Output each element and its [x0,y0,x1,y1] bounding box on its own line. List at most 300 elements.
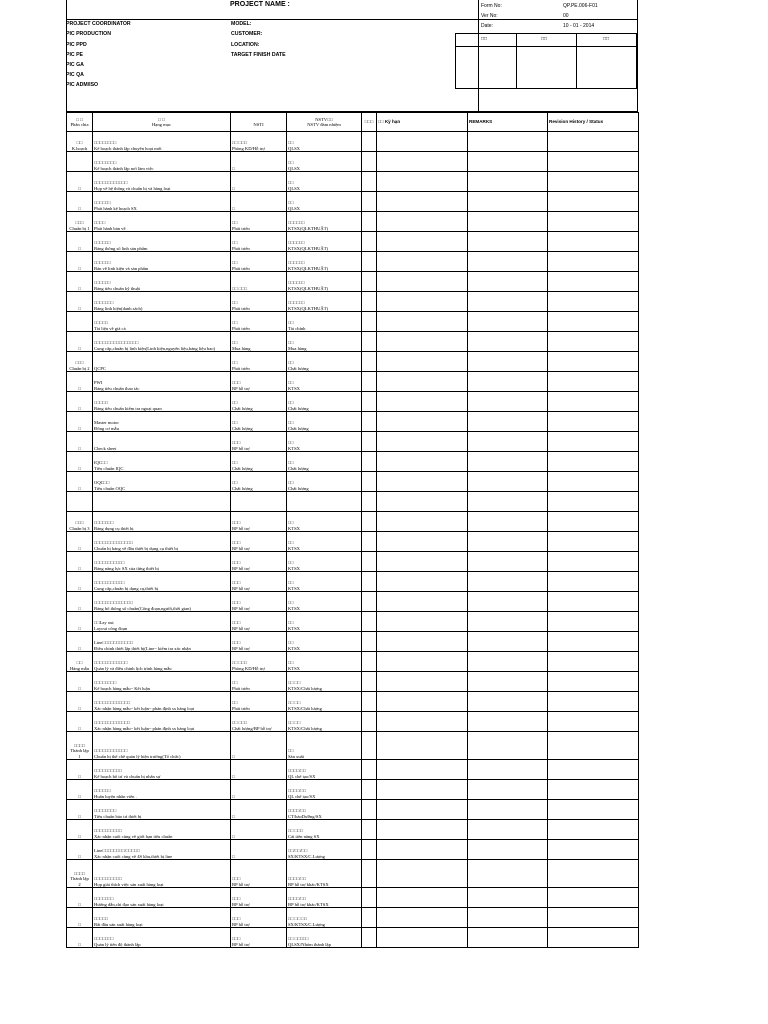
nsti-cell-code: □□ [232,460,238,466]
nsti-cell-code: □□ [232,400,238,406]
blank-cell[interactable] [362,592,377,612]
remarks-cell[interactable] [468,632,548,652]
item-cell [93,412,231,432]
table-row [67,928,639,948]
nsti-cell [231,432,287,452]
item-cell-code: □□□□□□ [94,788,111,794]
item-cell [93,928,231,948]
pic-label-coordinator: PROJECT COORDINATOR [66,21,131,27]
deadline-cell[interactable] [377,212,468,232]
blank-cell[interactable] [362,432,377,452]
deadline-cell[interactable] [377,192,468,212]
nstv-cell-text: KTSX/Chất lượng [288,725,322,731]
remarks-cell[interactable] [468,132,548,152]
revision-cell[interactable] [548,712,639,732]
revision-cell[interactable] [548,492,639,512]
deadline-cell[interactable] [377,908,468,928]
remarks-cell[interactable] [468,432,548,452]
remarks-cell[interactable] [468,800,548,820]
revision-cell[interactable] [548,432,639,452]
remarks-cell[interactable] [468,612,548,632]
deadline-cell[interactable] [377,432,468,452]
deadline-cell[interactable] [377,392,468,412]
nstv-cell-code: □□ □□ [288,680,301,686]
revision-cell[interactable] [548,452,639,472]
item-cell-code: □□□□□□□□□□□□□ [94,700,131,706]
remarks-cell[interactable] [468,272,548,292]
deadline-cell[interactable] [377,592,468,612]
revision-cell[interactable] [548,392,639,412]
revision-cell[interactable] [548,152,639,172]
blank-cell[interactable] [362,212,377,232]
deadline-cell[interactable] [377,552,468,572]
revision-cell[interactable] [548,672,639,692]
nsti-cell-code: □□□ [232,380,241,386]
remarks-cell[interactable] [468,232,548,252]
revision-cell[interactable] [548,692,639,712]
item-cell-code: □□□□□□□□ [94,160,117,166]
item-cell [93,860,231,888]
blank-cell[interactable] [362,800,377,820]
revision-cell[interactable] [548,172,639,192]
nsti-cell-code: □□□ [232,520,241,526]
category-cell: □ [67,712,93,732]
remarks-cell[interactable] [468,252,548,272]
nstv-cell [287,860,362,888]
nstv-cell [287,552,362,572]
revision-cell[interactable] [548,312,639,332]
category-cell: □ [67,372,93,392]
nsti-cell-code: □□□ [232,540,241,546]
blank-cell[interactable] [362,392,377,412]
category-cell: □□ K.hoạch [67,132,93,152]
nstv-cell [287,652,362,672]
nstv-cell-code: □□ □□□ [288,828,304,834]
nsti-cell-text: Phát triển [232,245,250,251]
item-cell-code: □□□□□□□□□□□□□□□□ [94,340,139,346]
revision-cell[interactable] [548,252,639,272]
deadline-cell[interactable] [377,928,468,948]
revision-cell[interactable] [548,332,639,352]
deadline-cell[interactable] [377,132,468,152]
revision-cell[interactable] [548,592,639,612]
blank-cell[interactable] [362,652,377,672]
remarks-cell[interactable] [468,332,548,352]
nstv-cell-code: □□ [288,380,294,386]
deadline-cell[interactable] [377,780,468,800]
remarks-cell[interactable] [468,372,548,392]
nstv-cell-text: Chất lượng [288,425,309,431]
table-row [67,800,639,820]
revision-cell[interactable] [548,412,639,432]
blank-cell[interactable] [362,692,377,712]
item-cell-code: □□□□ [94,220,106,226]
nsti-cell-code: □□ [232,320,238,326]
deadline-cell[interactable] [377,472,468,492]
deadline-cell[interactable] [377,800,468,820]
item-cell [93,672,231,692]
blank-cell[interactable] [362,472,377,492]
nstv-cell-code: □□□□□□ [288,260,305,266]
revision-cell[interactable] [548,352,639,372]
item-cell-text: Họp về hệ thống và chuẩn bị và hàng loạt [94,185,171,191]
blank-cell[interactable] [362,840,377,860]
item-cell [93,732,231,760]
deadline-cell[interactable] [377,452,468,472]
column-header: REMARKS [468,113,548,132]
item-cell-text: Xác nhận hàng mẫu~ kết luận~ phán định sx hàng loạt [94,705,195,711]
project-name-label: PROJECT NAME : [230,1,290,8]
nsti-cell-code: □□□ [232,440,241,446]
nsti-cell [231,612,287,632]
nstv-cell-text: Cải tiến năng SX [288,833,320,839]
item-cell-text: Tiêu chuẩn IQC [94,465,124,471]
revision-cell[interactable] [548,928,639,948]
blank-cell[interactable] [362,272,377,292]
column-header: Revision History / Status [548,113,639,132]
blank-cell[interactable] [362,632,377,652]
nsti-cell-text: BP hỗ trợ [232,605,250,611]
remarks-cell[interactable] [468,760,548,780]
item-cell [93,820,231,840]
remarks-cell[interactable] [468,192,548,212]
revision-cell[interactable] [548,572,639,592]
remarks-cell[interactable] [468,732,548,760]
nsti-cell [231,252,287,272]
blank-cell[interactable] [362,192,377,212]
item-cell-code: □□□□□□ [94,240,111,246]
blank-cell[interactable] [362,292,377,312]
blank-cell[interactable] [362,172,377,192]
nstv-cell [287,312,362,332]
remarks-cell[interactable] [468,692,548,712]
revision-cell[interactable] [548,292,639,312]
table-row [67,352,639,372]
item-cell-code: □□□□□□□ [94,896,114,902]
remarks-cell[interactable] [468,512,548,532]
blank-cell[interactable] [362,152,377,172]
remarks-cell[interactable] [468,492,548,512]
nstv-cell-code: □□□□/□□ [288,788,306,794]
remarks-cell[interactable] [468,392,548,412]
item-cell-code: Line□□□□□□□□□□□ [94,640,133,646]
item-cell-text: Xác nhận cuối cùng về giới hạn tiêu chuẩn [94,833,173,839]
blank-cell[interactable] [362,552,377,572]
nstv-cell [287,888,362,908]
blank-cell[interactable] [362,712,377,732]
blank-cell[interactable] [362,572,377,592]
remarks-cell[interactable] [468,212,548,232]
remarks-cell[interactable] [468,412,548,432]
item-cell-code: □□□□□□□□ [94,680,117,686]
nstv-cell-text: KTSX(QLKTHUẬT) [288,265,329,271]
category-cell: □ [67,572,93,592]
remarks-cell[interactable] [468,532,548,552]
category-cell: □ [67,412,93,432]
remarks-cell[interactable] [468,908,548,928]
category-cell: □□□ Chuẩn bị 2 [67,352,93,372]
table-row [67,572,639,592]
nsti-cell [231,372,287,392]
nstv-cell-text: Chất lượng [288,365,309,371]
blank-cell[interactable] [362,252,377,272]
blank-cell[interactable] [362,888,377,908]
nsti-cell-code: □□ [232,420,238,426]
deadline-cell[interactable] [377,312,468,332]
nstv-cell [287,692,362,712]
item-cell [93,512,231,532]
deadline-cell[interactable] [377,532,468,552]
revision-cell[interactable] [548,132,639,152]
remarks-cell[interactable] [468,172,548,192]
item-cell-text: Cung cấp,chuẩn bị linh kiện(Linh kiện,nguyên liệu,bảng liệu bao) [94,345,216,351]
revision-cell[interactable] [548,780,639,800]
blank-cell[interactable] [362,820,377,840]
nsti-cell [231,232,287,252]
revision-cell[interactable] [548,612,639,632]
remarks-cell[interactable] [468,820,548,840]
blank-cell[interactable] [362,412,377,432]
nsti-cell-text: Phát triển [232,225,250,231]
item-cell-code: □□□□□□□□□□□□ [94,180,128,186]
nsti-cell-text: Phát triển [232,705,250,711]
revision-cell[interactable] [548,232,639,252]
item-cell [93,292,231,312]
revision-cell[interactable] [548,632,639,652]
item-cell-text: Quản lý và điều chỉnh lịch trình hàng mẫu [94,665,172,671]
deadline-cell[interactable] [377,652,468,672]
item-cell [93,760,231,780]
revision-cell[interactable] [548,732,639,760]
nstv-cell [287,840,362,860]
nstv-cell [287,780,362,800]
remarks-cell[interactable] [468,552,548,572]
nstv-cell-text: QL chế tạo/SX [288,793,316,799]
deadline-cell[interactable] [377,372,468,392]
item-cell [93,592,231,612]
remarks-cell[interactable] [468,888,548,908]
item-cell [93,612,231,632]
nstv-cell [287,672,362,692]
remarks-cell[interactable] [468,352,548,372]
deadline-cell[interactable] [377,492,468,512]
item-cell [93,888,231,908]
blank-cell[interactable] [362,780,377,800]
nsti-cell-code: □□ [232,700,238,706]
blank-cell[interactable] [362,612,377,632]
blank-cell[interactable] [362,332,377,352]
deadline-cell[interactable] [377,272,468,292]
location-label: LOCATION: [231,42,260,48]
nsti-cell [231,780,287,800]
nsti-cell-text: □ [232,853,235,859]
sign-box-header: □□ [603,37,610,42]
nsti-cell-text: Phát triển [232,325,250,331]
nsti-cell-text: Phát triển [232,365,250,371]
nstv-cell [287,332,362,352]
blank-cell[interactable] [362,928,377,948]
remarks-cell[interactable] [468,312,548,332]
nstv-cell-code: □□ [288,200,294,206]
deadline-cell[interactable] [377,172,468,192]
item-cell-text: Điều chỉnh thiết lập thiết bị(Line~ kiểm tra xác nhận [94,645,191,651]
nstv-cell [287,572,362,592]
revision-cell[interactable] [548,272,639,292]
deadline-cell[interactable] [377,152,468,172]
remarks-cell[interactable] [468,780,548,800]
nsti-cell-text: BP hỗ trợ [232,881,250,887]
revision-cell[interactable] [548,652,639,672]
blank-cell[interactable] [362,860,377,888]
table-row [67,332,639,352]
revision-cell[interactable] [548,372,639,392]
remarks-cell[interactable] [468,652,548,672]
deadline-cell[interactable] [377,412,468,432]
item-cell-code: □□Lay out [94,620,114,626]
nsti-cell-text: Chất lượng [232,465,253,471]
revision-cell[interactable] [548,192,639,212]
date-label: Date: [481,23,493,29]
deadline-cell[interactable] [377,612,468,632]
remarks-cell[interactable] [468,572,548,592]
sign-box-header: □□ [541,37,548,42]
blank-cell[interactable] [362,352,377,372]
nsti-cell [231,412,287,432]
nstv-cell-code: □□ [288,600,294,606]
remarks-cell[interactable] [468,712,548,732]
blank-cell[interactable] [362,132,377,152]
blank-cell[interactable] [362,312,377,332]
blank-cell[interactable] [362,372,377,392]
nsti-cell [231,452,287,472]
remarks-cell[interactable] [468,152,548,172]
deadline-cell[interactable] [377,672,468,692]
blank-cell[interactable] [362,672,377,692]
remarks-cell[interactable] [468,472,548,492]
remarks-cell[interactable] [468,592,548,612]
deadline-cell[interactable] [377,232,468,252]
table-row [67,212,639,232]
revision-cell[interactable] [548,840,639,860]
deadline-cell[interactable] [377,352,468,372]
deadline-cell[interactable] [377,712,468,732]
item-cell [93,632,231,652]
deadline-cell[interactable] [377,512,468,532]
revision-cell[interactable] [548,908,639,928]
deadline-cell[interactable] [377,840,468,860]
nsti-cell-text: BP hỗ trợ [232,921,250,927]
nsti-cell [231,692,287,712]
nstv-cell-code: □□ [288,640,294,646]
nstv-cell [287,392,362,412]
deadline-cell[interactable] [377,732,468,760]
item-cell [93,132,231,152]
remarks-cell[interactable] [468,860,548,888]
nsti-cell [231,552,287,572]
blank-cell[interactable] [362,512,377,532]
deadline-cell[interactable] [377,888,468,908]
table-row [67,172,639,192]
revision-cell[interactable] [548,760,639,780]
revision-cell[interactable] [548,512,639,532]
item-cell-code: □□□□□ [94,916,108,922]
revision-cell[interactable] [548,888,639,908]
category-cell [67,312,93,332]
revision-cell[interactable] [548,472,639,492]
revision-cell[interactable] [548,532,639,552]
deadline-cell[interactable] [377,292,468,312]
blank-cell[interactable] [362,732,377,760]
revision-cell[interactable] [548,860,639,888]
nstv-cell [287,272,362,292]
deadline-cell[interactable] [377,632,468,652]
blank-cell[interactable] [362,532,377,552]
deadline-cell[interactable] [377,572,468,592]
nstv-cell-code: □□ [288,400,294,406]
revision-cell[interactable] [548,212,639,232]
blank-cell[interactable] [362,232,377,252]
remarks-cell[interactable] [468,452,548,472]
blank-cell[interactable] [362,908,377,928]
revision-cell[interactable] [548,820,639,840]
remarks-cell[interactable] [468,672,548,692]
nstv-cell-code: □□ [288,520,294,526]
deadline-cell[interactable] [377,692,468,712]
nsti-cell [231,592,287,612]
revision-cell[interactable] [548,552,639,572]
category-cell: □ [67,292,93,312]
nstv-cell [287,212,362,232]
blank-cell[interactable] [362,760,377,780]
deadline-cell[interactable] [377,760,468,780]
nstv-cell-text: KTSX [288,385,300,391]
nsti-cell-code: □□ [232,240,238,246]
item-cell-code: □□□□□□□□□□□□□□ [94,600,133,606]
blank-cell[interactable] [362,452,377,472]
nsti-cell-code: □□ [232,480,238,486]
signature-box[interactable] [455,33,637,89]
table-row [67,232,639,252]
nsti-cell-text: Phát triển [232,685,250,691]
item-cell [93,432,231,452]
remarks-cell[interactable] [468,292,548,312]
deadline-cell[interactable] [377,820,468,840]
deadline-cell[interactable] [377,332,468,352]
nstv-cell-text: QLSX [288,165,300,171]
item-cell-code: □□□□□□□□ [94,808,117,814]
nsti-cell-text: BP hỗ trợ [232,545,250,551]
nstv-cell [287,452,362,472]
deadline-cell[interactable] [377,252,468,272]
pic-label-adm: PIC ADM/ISO [66,82,99,88]
nsti-cell-code: □□ [232,340,238,346]
deadline-cell[interactable] [377,860,468,888]
remarks-cell[interactable] [468,928,548,948]
ver-value: 00 [563,13,569,19]
item-cell-code: □□□□□□□ [94,936,114,942]
target-finish-label: TARGET FINISH DATE [231,52,286,58]
category-cell: □□ Hàng mẫu [67,652,93,672]
category-cell: □ [67,672,93,692]
nstv-cell-text: Tài chính [288,325,306,331]
revision-cell[interactable] [548,800,639,820]
nstv-cell-text: KTSX [288,665,300,671]
remarks-cell[interactable] [468,840,548,860]
category-cell: □ [67,252,93,272]
item-cell-text: Xác nhận cuối cùng về 4S khu,thiết bị line [94,853,173,859]
nsti-cell-code: □□□ [232,896,241,902]
blank-cell[interactable] [362,492,377,512]
